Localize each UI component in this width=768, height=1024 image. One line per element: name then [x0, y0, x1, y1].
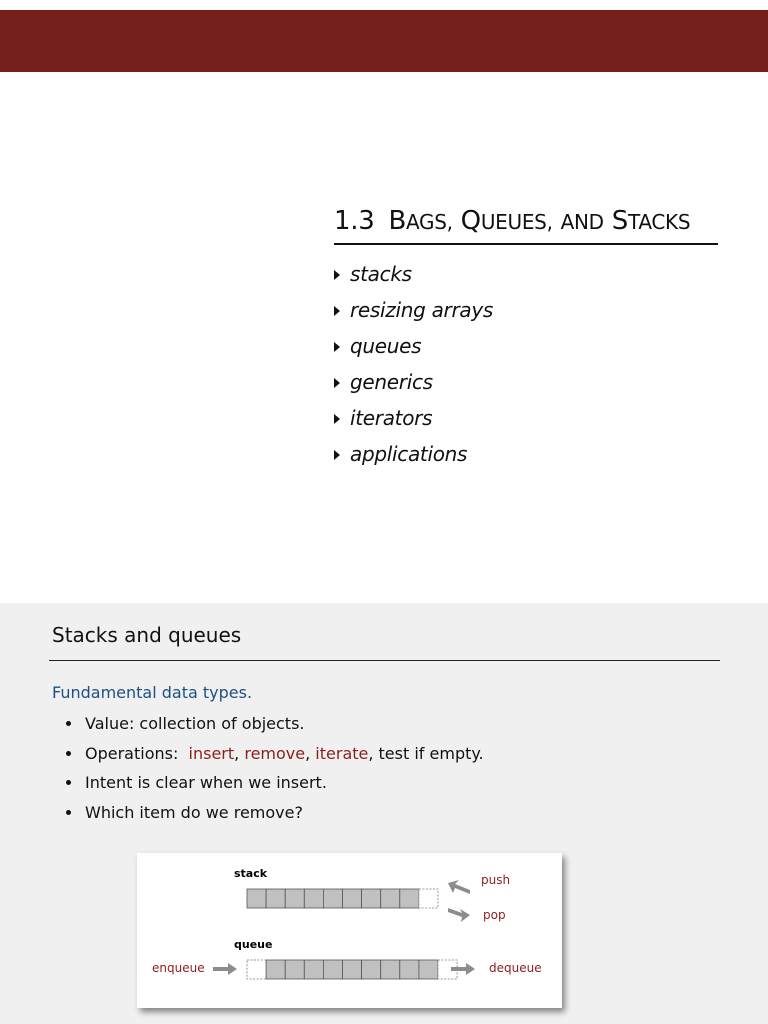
array-cell-empty — [419, 889, 438, 908]
array-cell-filled — [419, 960, 438, 979]
lead-text: Fundamental data types. — [52, 683, 253, 702]
stacks-queues-slide — [0, 603, 768, 1024]
array-cell-filled — [285, 889, 304, 908]
topic-item: queues — [334, 328, 493, 364]
bullet-item: Which item do we remove? — [66, 798, 484, 828]
pop-arrow-icon — [448, 908, 470, 922]
push-label: push — [481, 873, 511, 887]
array-cell-filled — [381, 960, 400, 979]
pop-label: pop — [483, 908, 506, 922]
array-cell-filled — [323, 889, 342, 908]
title-word: AND — [560, 210, 604, 234]
array-cell-filled — [343, 960, 362, 979]
title-word: BAGS, — [388, 206, 453, 236]
triangle-bullet-icon — [334, 378, 340, 388]
dequeue-label: dequeue — [489, 961, 542, 975]
array-cell-filled — [362, 889, 381, 908]
array-cell-filled — [381, 889, 400, 908]
header-bar — [0, 10, 768, 72]
array-cell-filled — [400, 960, 419, 979]
queue-array — [247, 960, 457, 979]
array-cell-filled — [323, 960, 342, 979]
op-iterate: iterate — [315, 743, 369, 763]
topic-list — [334, 256, 493, 472]
stack-array — [247, 889, 438, 908]
array-cell-filled — [304, 889, 323, 908]
slide-heading: Stacks and queues — [52, 623, 242, 647]
title-rule — [334, 243, 718, 245]
heading-rule — [49, 660, 720, 661]
array-cell-filled — [266, 889, 285, 908]
triangle-bullet-icon — [334, 342, 340, 352]
bullet-item: Value: collection of objects. — [66, 709, 484, 739]
queue-label: queue — [234, 938, 273, 951]
triangle-bullet-icon — [334, 306, 340, 316]
stack-queue-figure — [137, 853, 562, 1008]
array-cell-filled — [247, 889, 266, 908]
triangle-bullet-icon — [334, 450, 340, 460]
slide-title — [334, 203, 718, 240]
array-cell-filled — [266, 960, 285, 979]
op-insert: insert — [188, 743, 235, 763]
array-cell-filled — [362, 960, 381, 979]
title-word: STACKS — [611, 206, 691, 236]
topic-item: resizing arrays — [334, 292, 493, 328]
topic-item: applications — [334, 436, 493, 472]
triangle-bullet-icon — [334, 414, 340, 424]
triangle-bullet-icon — [334, 270, 340, 280]
bullet-item: Intent is clear when we insert. — [66, 768, 484, 798]
array-cell-filled — [304, 960, 323, 979]
title-word: QUEUES, — [460, 206, 553, 236]
op-remove: remove — [244, 743, 306, 763]
array-cell-filled — [400, 889, 419, 908]
enqueue-label: enqueue — [152, 961, 205, 975]
topic-item: generics — [334, 364, 493, 400]
topic-item: stacks — [334, 256, 493, 292]
topic-item: iterators — [334, 400, 493, 436]
array-cell-empty — [247, 960, 266, 979]
bullet-item: Operations: insert, remove, iterate, test if empty. — [66, 739, 484, 769]
array-cell-filled — [343, 889, 362, 908]
push-arrow-icon — [448, 880, 470, 894]
section-number: 1.3 — [334, 206, 375, 236]
array-cell-filled — [285, 960, 304, 979]
enqueue-arrow-icon — [213, 963, 237, 975]
stack-label: stack — [234, 867, 268, 880]
bullet-list — [66, 709, 484, 827]
